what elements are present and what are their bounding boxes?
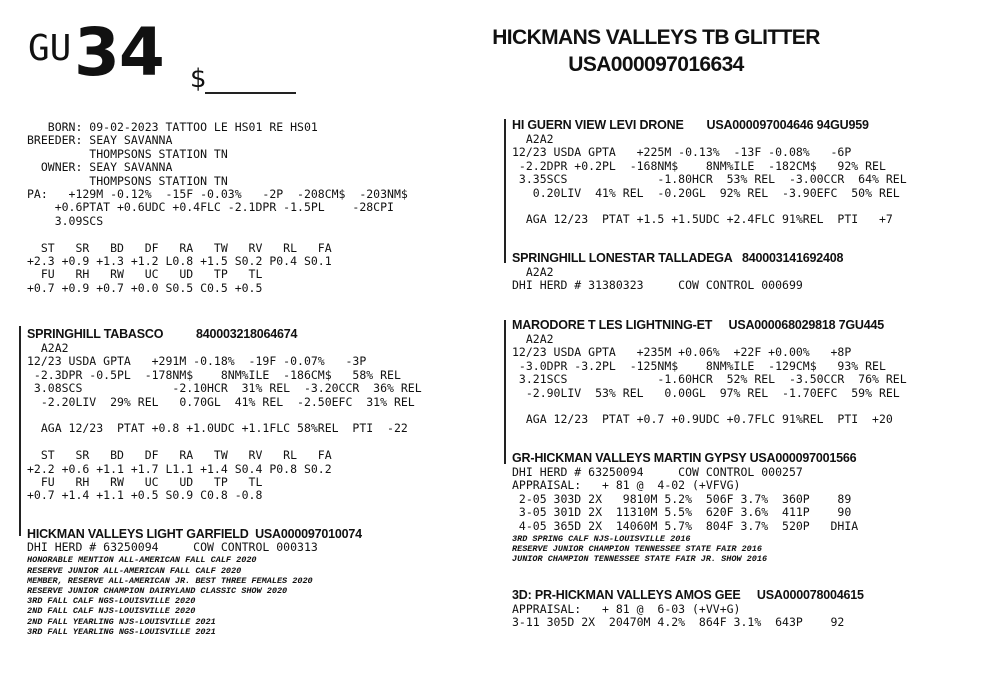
sire-sire-block [512,118,907,227]
sire-title: SPRINGHILL TABASCO 840003218064674 [27,327,298,341]
dam-dam-awards [512,534,858,565]
text-line: +2.3 +0.9 +1.3 +1.2 L0.8 +1.5 S0.2 P0.4 S0.1 [27,254,332,269]
text-line: BORN: 09-02-2023 TATTOO LE HS01 RE HS01 [27,120,318,134]
text-line: RESERVE JUNIOR ALL-AMERICAN FALL CALF 2020 [27,565,242,576]
dam-herd-line: DHI HERD # 63250094 COW CONTROL 000313 [27,540,318,554]
text-line: A2A2 [512,265,554,279]
text-line: 2ND FALL YEARLING NJS-LOUISVILLE 2021 [27,616,216,627]
text-line: A2A2 [512,332,554,346]
text-line: 0.20LIV 41% REL -0.20GL 92% REL -3.90EFC 50% REL [512,185,900,200]
text-line: 3.08SCS -2.10HCR 31% REL -3.20CCR 36% REL [27,381,422,396]
sire-block [27,327,422,503]
text-line: MEMBER, RESERVE ALL-AMERICAN JR. BEST THREE FEMALES 2020 [27,575,313,586]
text-line: BREEDER: SEAY SAVANNA [27,133,173,148]
sire-sire-details [512,133,907,227]
dam-dam-details [512,466,858,533]
dam-awards [27,555,362,637]
text-line: APPRAISAL: + 81 @ 6-03 (+VV+G) [512,602,741,616]
text-line: -2.20LIV 29% REL 0.70GL 41% REL -2.50EFC 31% REL [27,394,415,409]
text-line: FU RH RW UC UD TP TL [27,475,263,490]
text-line: 2ND FALL CALF NJS-LOUISVILLE 2020 [27,606,196,617]
dam-block [27,527,362,637]
text-line: 4-05 365D 2X 14060M 5.7% 804F 3.7% 520P DHIA [512,518,859,533]
text-line: A2A2 [27,341,69,355]
text-line: 12/23 USDA GPTA +291M -0.18% -19F -0.07% -3P [27,354,367,369]
sire-dam-block [512,251,843,293]
dam-dam-block [512,451,858,565]
text-line: HONORABLE MENTION ALL-AMERICAN FALL CALF 2020 [27,555,257,566]
text-line: 3.21SCS -1.60HCR 52% REL -3.50CCR 76% REL [512,372,907,387]
sire-dam-title: SPRINGHILL LONESTAR TALLADEGA 840003141692408 [512,251,844,265]
text-line: 12/23 USDA GPTA +225M -0.13% -13F -0.08% -6P [512,145,852,160]
dam-sire-bracket [504,320,506,464]
sire-sire-title: HI GUERN VIEW LEVI DRONE USA000097004646 94GU959 [512,118,869,132]
text-line: AGA 12/23 PTAT +0.8 +1.0UDC +1.1FLC 58%REL PTI -22 [27,421,408,436]
sire-bracket [19,326,21,536]
text-line: JUNIOR CHAMPION TENNESSEE STATE FAIR JR. SHOW 2016 [512,554,768,565]
text-line: 3.09SCS [27,213,104,228]
price-symbol: $ [190,64,207,94]
text-line: THOMPSONS STATION TN [27,146,228,161]
animal-name: HICKMANS VALLEYS TB GLITTER [492,26,820,49]
animal-registration: USA000097016634 [568,53,744,76]
text-line: 3-11 305D 2X 20470M 4.2% 864F 3.1% 643P 92 [512,615,845,630]
text-line: -3.0DPR -3.2PL -125NM$ 8NM%ILE -129CM$ 93% REL [512,358,886,373]
text-line: OWNER: SEAY SAVANNA [27,160,173,175]
sire-dam-details [512,266,843,293]
dam-sire-block [512,318,907,427]
animal-info [27,121,408,295]
sire-details [27,342,422,503]
animal-header [455,24,857,78]
text-line: ST SR BD DF RA TW RV RL FA [27,240,332,255]
text-line: 2-05 303D 2X 9810M 5.2% 506F 3.7% 360P 89 [512,491,852,506]
text-line: +0.6PTAT +0.6UDC +0.4FLC -2.1DPR -1.5PL -28CPI [27,200,394,215]
third-dam-title: 3D: PR-HICKMAN VALLEYS AMOS GEE USA000078004615 [512,588,864,602]
text-line: +0.7 +1.4 +1.1 +0.5 S0.9 C0.8 -0.8 [27,488,263,503]
dam-sire-details [512,333,907,427]
text-line: 3RD SPRING CALF NJS-LOUISVILLE 2016 [512,534,691,545]
lot-prefix: GU [28,28,72,69]
dam-title: HICKMAN VALLEYS LIGHT GARFIELD USA000097010074 [27,527,362,541]
text-line [27,228,408,241]
text-line: DHI HERD # 31380323 COW CONTROL 000699 [512,278,803,293]
price-blank-line [205,92,296,94]
text-line: 12/23 USDA GPTA +235M +0.06% +22F +0.00% +8P [512,345,852,360]
text-line: AGA 12/23 PTAT +1.5 +1.5UDC +2.4FLC 91%REL PTI +7 [512,212,893,227]
text-line: ST SR BD DF RA TW RV RL FA [27,448,332,463]
text-line: 3.35SCS -1.80HCR 53% REL -3.00CCR 64% REL [512,172,907,187]
text-line: RESERVE JUNIOR CHAMPION TENNESSEE STATE FAIR 2016 [512,544,762,555]
text-line [512,200,907,213]
text-line: 3RD FALL CALF NGS-LOUISVILLE 2020 [27,596,196,607]
sire-sire-bracket [504,119,506,263]
third-dam-block [512,588,864,630]
text-line: PA: +129M -0.12% -15F -0.03% -2P -208CM$ -203NM$ [27,187,408,202]
text-line [512,400,907,413]
text-line [27,436,422,449]
text-line: FU RH RW UC UD TP TL [27,267,263,282]
text-line: APPRAISAL: + 81 @ 4-02 (+VFVG) [512,478,741,493]
third-dam-details [512,603,864,630]
lot-digits: 34 [74,14,164,91]
text-line: THOMPSONS STATION TN [27,173,228,188]
text-line [27,409,422,422]
text-line: -2.2DPR +0.2PL -168NM$ 8NM%ILE -182CM$ 92% REL [512,158,886,173]
text-line: 3RD FALL YEARLING NGS-LOUISVILLE 2021 [27,626,216,637]
text-line: -2.3DPR -0.5PL -178NM$ 8NM%ILE -186CM$ 58% REL [27,367,401,382]
animal-details [27,121,408,295]
text-line: 3-05 301D 2X 11310M 5.5% 620F 3.6% 411P 90 [512,505,852,520]
text-line: AGA 12/23 PTAT +0.7 +0.9UDC +0.7FLC 91%REL PTI +20 [512,412,893,427]
text-line: A2A2 [512,132,554,146]
text-line: +2.2 +0.6 +1.1 +1.7 L1.1 +1.4 S0.4 P0.8 S0.2 [27,461,332,476]
text-line: -2.90LIV 53% REL 0.00GL 97% REL -1.70EFC 59% REL [512,385,900,400]
text-line: +0.7 +0.9 +0.7 +0.0 S0.5 C0.5 +0.5 [27,280,263,295]
text-line: DHI HERD # 63250094 COW CONTROL 000257 [512,465,803,479]
dam-sire-title: MARODORE T LES LIGHTNING-ET USA000068029818 7GU445 [512,318,884,332]
text-line: RESERVE JUNIOR CHAMPION DAIRYLAND CLASSIC SHOW 2020 [27,586,288,597]
dam-dam-title: GR-HICKMAN VALLEYS MARTIN GYPSY USA000097001566 [512,451,857,465]
